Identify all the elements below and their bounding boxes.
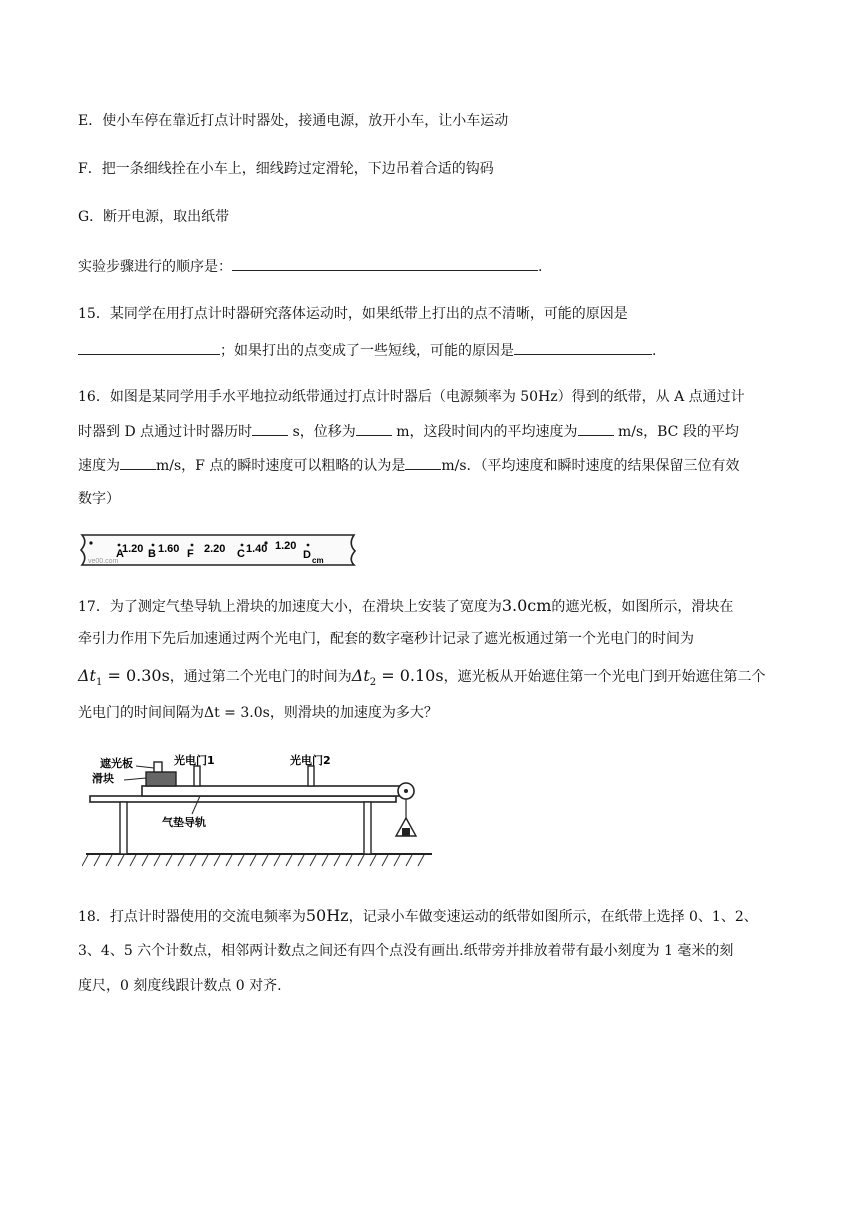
tape-label-a: A	[116, 548, 124, 560]
label-slider: 滑块	[92, 772, 114, 785]
q15-line2	[78, 340, 784, 361]
q16-line3	[78, 455, 784, 476]
q18-line1	[78, 906, 784, 927]
q16-line2-c: m，这段时间内的平均速度为	[391, 424, 578, 440]
q18-line1-b: ，记录小车做变速运动的纸带如图所示，在纸带上选择 0、1、2、	[348, 909, 758, 925]
tape-label-f: F	[187, 548, 194, 560]
q17-line4-a: 光电门的时间间隔为	[78, 705, 204, 721]
tape-dot-a	[118, 544, 121, 547]
shading-plate	[154, 762, 162, 772]
q18-line1-a: 18．打点计时器使用的交流电频率为	[78, 909, 306, 925]
tape-dot-f	[191, 544, 194, 547]
q16-line2-a: 时器到 D 点通过计时器历时	[78, 424, 253, 440]
q17-width-value: 3.0cm	[501, 596, 552, 615]
tape-unit: cm	[312, 556, 324, 565]
q16-line4: 数字）	[78, 491, 120, 507]
q16-line3-c: m/s．（平均速度和瞬时速度的结果保留三位有效	[441, 458, 740, 474]
table-leg-right	[364, 802, 371, 854]
label-air-track: 气垫导轨	[162, 816, 206, 829]
q16-paper-tape-figure	[76, 531, 360, 569]
q17-line4-b: ，则滑块的加速度为多大？	[269, 705, 438, 721]
q17-line3-mid: ，通过第二个光电门的时间为	[169, 669, 352, 685]
q16-blank-f-velocity[interactable]	[405, 455, 441, 470]
table-top	[90, 796, 396, 802]
tape-label-b: B	[148, 548, 156, 560]
q15-line2-end: .	[652, 343, 657, 359]
step-e-text: E．使小车停在靠近打点计时器处，接通电源，放开小车，让小车运动	[78, 113, 509, 129]
tape-seg-1: 1.20	[122, 543, 144, 555]
tape-start-dot	[89, 541, 92, 544]
step-order-answer-blank[interactable]	[232, 256, 538, 271]
q16-line2	[78, 421, 784, 442]
photogate-1	[194, 766, 200, 786]
q17-line2: 牵引力作用下先后加速通过两个光电门，配套的数字毫秒计记录了遮光板通过第一个光电门的时间为	[78, 631, 694, 647]
q16-line2-b: s，位移为	[288, 424, 356, 440]
q15-line1: 15．某同学在用打点计时器研究落体运动时，如果纸带上打出的点不清晰，可能的原因是	[78, 306, 628, 322]
q17-dt1: $\Delta t_1 = 0.30s$	[78, 666, 170, 689]
tape-label-d: D	[303, 549, 311, 561]
step-order-suffix: .	[538, 259, 543, 275]
q17-air-track-figure	[82, 748, 442, 872]
ground-hatching	[82, 855, 424, 866]
q16-blank-displacement[interactable]	[356, 421, 392, 436]
q17-dt2: $\Delta t_2 = 0.10s$	[351, 666, 444, 689]
tape-seg-3: 2.20	[204, 543, 226, 555]
q17-line4	[78, 703, 784, 723]
q17-line1	[78, 596, 784, 617]
q16-line1: 16．如图是某同学用手水平地拉动纸带通过打点计时器后（电源频率为 50Hz）得到的纸带，从 A 点通过计	[78, 389, 745, 405]
q16-blank-avg-velocity[interactable]	[578, 421, 614, 436]
tape-label-c: C	[237, 548, 245, 560]
q15-blank-2[interactable]	[514, 340, 652, 355]
label-shade-plate: 遮光板	[100, 757, 133, 770]
q17-line1-b: 的遮光板，如图所示，滑块在	[551, 599, 734, 615]
q16-blank-bc-velocity[interactable]	[120, 455, 156, 470]
q17-dt-expr: Δt = 3.0s	[204, 705, 270, 721]
slider-block	[146, 772, 176, 786]
q18-line3: 度尺，0 刻度线跟计数点 0 对齐.	[78, 978, 282, 994]
tape-seg-2: 1.60	[158, 543, 180, 555]
tape-watermark: ve00.com	[88, 558, 119, 565]
tape-dot-d	[307, 544, 310, 547]
q16-line3-b: m/s，F 点的瞬时速度可以粗略的认为是	[156, 458, 406, 474]
table-leg-left	[120, 802, 127, 854]
q16-line3-a: 速度为	[78, 458, 120, 474]
q18-line2: 3、4、5 六个计数点，相邻两计数点之间还有四个点没有画出.纸带旁并排放着带有最小刻度为 1 毫米的刻	[78, 943, 734, 959]
q17-line1-a: 17．为了测定气垫导轨上滑块的加速度大小，在滑块上安装了宽度为	[78, 599, 502, 615]
label-gate-1: 光电门1	[174, 754, 215, 767]
step-f-text: F．把一条细线拴在小车上，细线跨过定滑轮，下边吊着合适的钩码	[78, 161, 494, 177]
photogate-2	[308, 766, 314, 786]
tape-seg-5: 1.20	[275, 540, 297, 552]
q17-line3	[78, 666, 784, 693]
q18-freq: 50Hz	[305, 906, 349, 925]
q15-line2-mid: ；如果打出的点变成了一些短线，可能的原因是	[220, 343, 514, 359]
q17-line3-end: ，遮光板从开始遮住第一个光电门到开始遮住第二个	[443, 669, 766, 685]
q16-line2-d: m/s，BC 段的平均	[613, 424, 739, 440]
q16-blank-time[interactable]	[252, 421, 288, 436]
step-order-line	[78, 256, 784, 277]
step-order-prefix: 实验步骤进行的顺序是：	[78, 259, 232, 275]
label-gate-2: 光电门2	[290, 754, 331, 767]
q15-blank-1[interactable]	[78, 340, 220, 355]
air-track-rail	[142, 786, 406, 796]
tape-seg-4: 1.40	[246, 543, 268, 555]
step-g-text: G．断开电源，取出纸带	[78, 209, 230, 225]
tape-dot-c	[241, 544, 244, 547]
tape-dot-b	[152, 544, 155, 547]
